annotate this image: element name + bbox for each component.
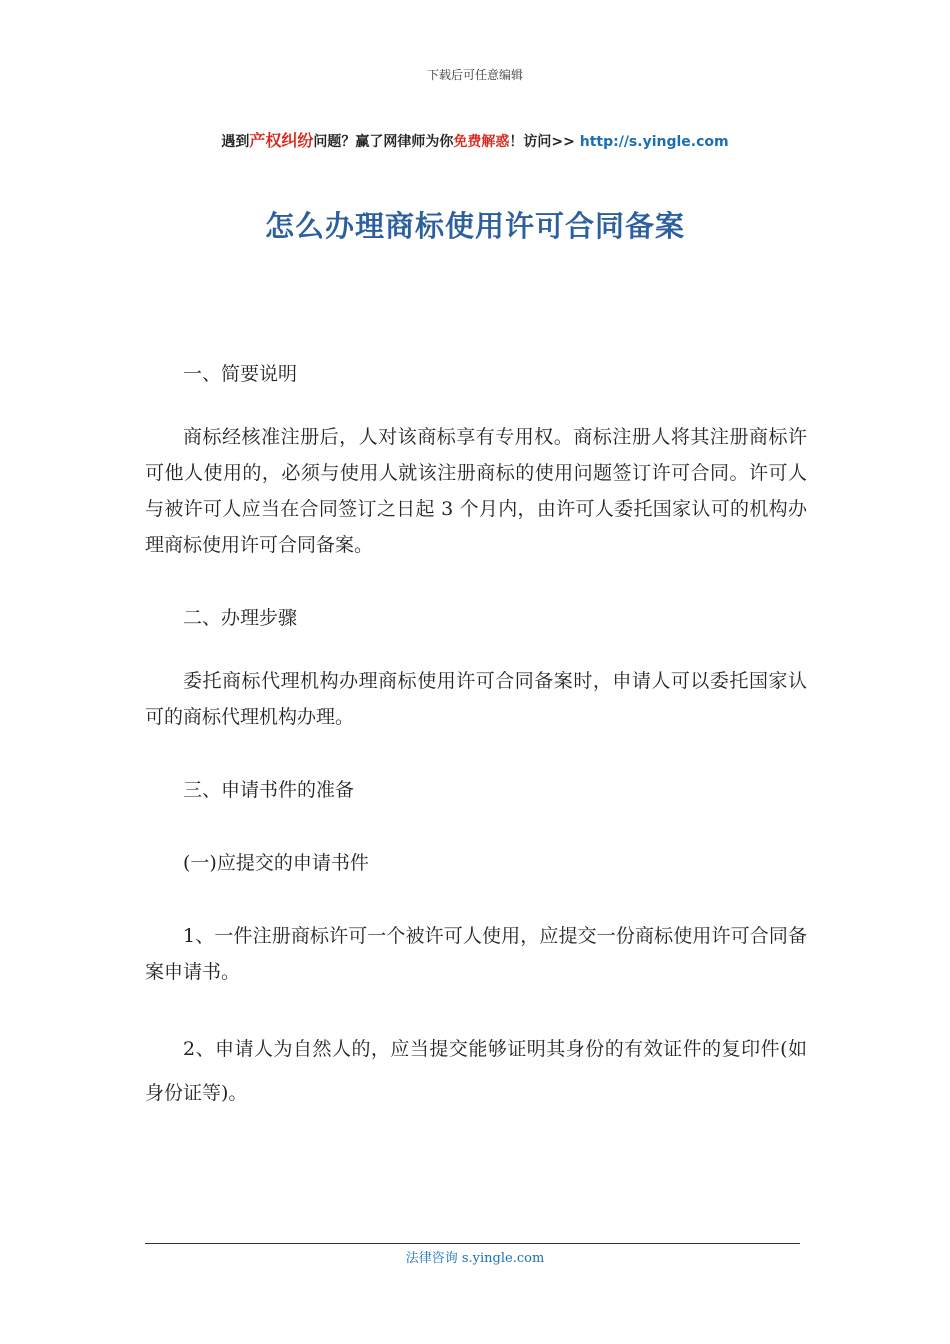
list-item-1: 1、一件注册商标许可一个被许可人使用，应提交一份商标使用许可合同备案申请书。 bbox=[145, 925, 807, 983]
ad-banner bbox=[0, 128, 950, 151]
document-title: 怎么办理商标使用许可合同备案 bbox=[264, 209, 685, 243]
footer-note[interactable]: 法律咨询 s.yingle.com bbox=[405, 1251, 545, 1266]
footer-divider bbox=[145, 1243, 800, 1244]
paragraph-summary: 商标经核准注册后，人对该商标享有专用权。商标注册人将其注册商标许可他人使用的，必须与使用人就该注册商标的使用问题签订许可合同。许可人与被许可人应当在合同签订之日起 3 个月内，由许可人委托国家认可的机构办理商标使用许可合同备案。 bbox=[145, 426, 807, 556]
document-body bbox=[145, 356, 807, 1135]
ad-text-3: ！访问>> bbox=[509, 134, 580, 150]
paragraph-steps: 委托商标代理机构办理商标使用许可合同备案时，申请人可以委托国家认可的商标代理机构办理。 bbox=[145, 670, 807, 728]
ad-highlight-free: 免费解惑 bbox=[453, 134, 510, 150]
list-item-2: 2、申请人为自然人的，应当提交能够证明其身份的有效证件的复印件(如身份证等)。 bbox=[145, 1038, 807, 1104]
page-header-note: 下载后可任意编辑 bbox=[426, 68, 523, 82]
ad-highlight-dispute: 产权纠纷 bbox=[249, 131, 314, 150]
subsection-heading-required-documents: (一)应提交的申请书件 bbox=[183, 852, 369, 874]
ad-text-1: 遇到 bbox=[221, 134, 250, 150]
section-heading-summary: 一、简要说明 bbox=[183, 363, 298, 385]
section-heading-documents: 三、申请书件的准备 bbox=[183, 779, 355, 801]
section-heading-steps: 二、办理步骤 bbox=[183, 607, 298, 629]
ad-text-2: 问题？赢了网律师为你 bbox=[313, 134, 454, 150]
ad-link[interactable]: http://s.yingle.com bbox=[579, 134, 729, 150]
